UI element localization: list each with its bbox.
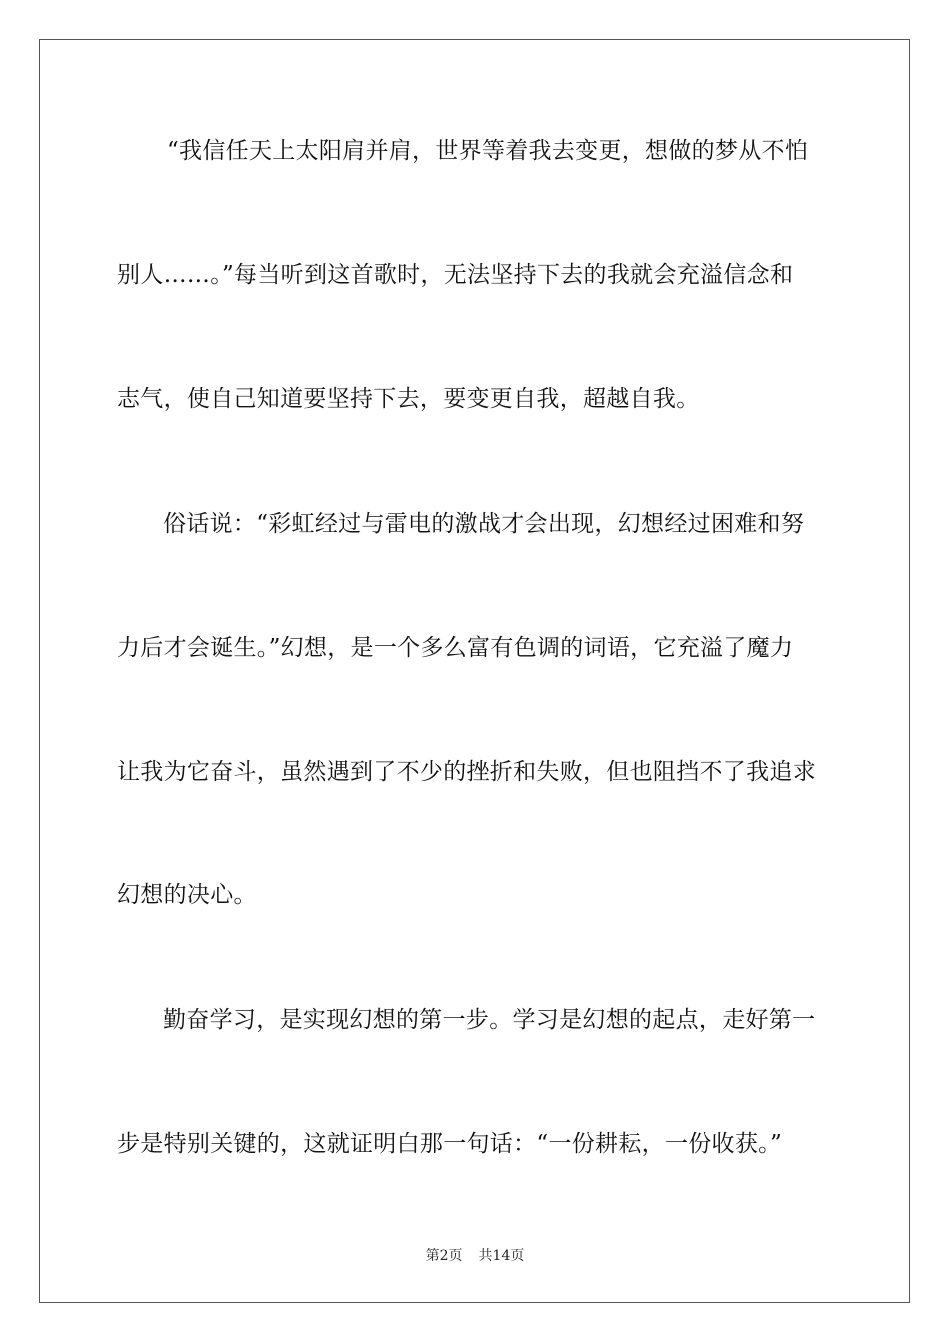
paragraph-3-line-1: 勤奋学习，是实现幻想的第一步。学习是幻想的起点，走好第一 xyxy=(163,1007,816,1033)
page-number: 第2页 xyxy=(425,1248,463,1264)
page-footer xyxy=(0,1246,950,1266)
page-border xyxy=(39,39,910,1303)
paragraph-2-line-2: 力后才会诞生。”幻想，是一个多么富有色调的词语，它充溢了魔力 xyxy=(117,635,794,661)
paragraph-2-line-1: 俗话说：“彩虹经过与雷电的激战才会出现，幻想经过困难和努 xyxy=(163,511,805,537)
paragraph-1-line-2: 别人……。”每当听到这首歌时，无法坚持下去的我就会充溢信念和 xyxy=(117,262,794,288)
paragraph-1-line-3: 志气，使自己知道要坚持下去，要变更自我，超越自我。 xyxy=(117,386,700,412)
paragraph-1-line-1: “我信任天上太阳肩并肩，世界等着我去变更，想做的梦从不怕 xyxy=(167,138,809,164)
paragraph-2-line-3: 让我为它奋斗，虽然遇到了不少的挫折和失败，但也阻挡不了我追求 xyxy=(117,759,816,785)
paragraph-2-line-4: 幻想的决心。 xyxy=(117,882,257,908)
paragraph-3-line-2: 步是特别关键的，这就证明白那一句话：“一份耕耘，一份收获。” xyxy=(117,1131,783,1157)
total-pages: 共14页 xyxy=(478,1248,525,1264)
